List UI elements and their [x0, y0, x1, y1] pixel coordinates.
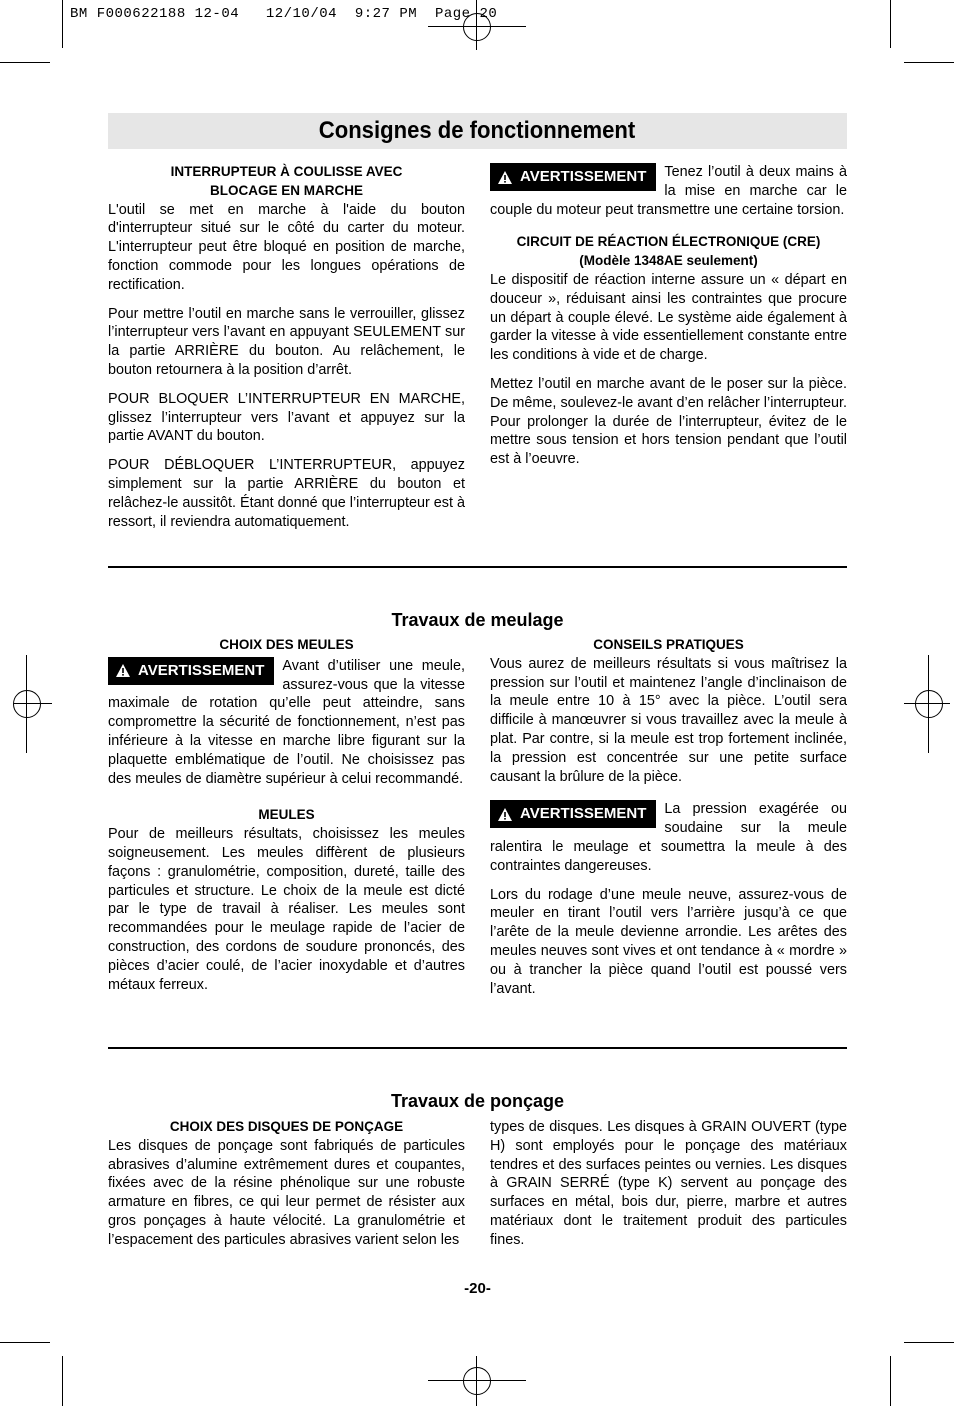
registration-mark-icon — [13, 690, 41, 718]
torque-column — [490, 163, 847, 479]
paragraph: Mettez l’outil en marche avant de le poser sur la pièce. De même, soulevez-le avant d’en relâcher l’interrupteur. Pour prolonger la durée de l’interrupteur, évitez de le mettre sous tension et hors tension pendant que l’outil est à l’oeuvre. — [490, 375, 847, 468]
warning-badge: AVERTISSEMENT — [490, 800, 656, 828]
crop-mark — [62, 0, 63, 48]
paragraph: Le dispositif de réaction interne assure un « départ en douceur », réduisant ainsi les contraintes que procure un départ à couple élevé. Le système aide également à garder la vitesse à vide essentiellement constante entre les conditions à vide et de charge. — [490, 271, 847, 364]
warning-triangle-icon — [498, 808, 512, 821]
paragraph: POUR BLOQUER L’INTERRUPTEUR EN MARCHE, glissez l’interrupteur vers l’avant et appuyez sur la partie AVANT du bouton. — [108, 390, 465, 445]
warning-badge: AVERTISSEMENT — [108, 657, 274, 685]
section-divider — [108, 1047, 847, 1049]
section-heading: CHOIX DES MEULES — [219, 637, 354, 652]
warning-badge: AVERTISSEMENT — [490, 163, 656, 191]
crop-mark — [0, 1342, 50, 1343]
paragraph: L'outil se met en marche à l'aide du bouton d'interrupteur situé sur le côté du carter du moteur. L'interrupteur peut être bloqué en position de marche, fonction commode pour les longues opérations de rectification. — [108, 201, 465, 293]
wheel-choice-column — [108, 636, 465, 1004]
section-heading: INTERRUPTEUR À COULISSE AVEC — [170, 164, 403, 179]
warning-paragraph: AVERTISSEMENT Avant d’utiliser une meule, assurez-vous que la vitesse maximale de rotation qu’elle peut atteindre, sans compromettre la sécurité de fonctionnement, n’est pas inférieure à la vitesse en marche libre figurant sur la plaquette emblématique de l’outil. Ne choisissez pas des meules de diamètre supérieur à celui recommandé. — [108, 657, 465, 787]
warning-paragraph: AVERTISSEMENT Tenez l’outil à deux mains à la mise en marche car le couple du moteur peut transmettre une certaine torsion. — [490, 164, 847, 218]
paragraph: POUR DÉBLOQUER L’INTERRUPTEUR, appuyez simplement sur la partie ARRIÈRE du bouton et relâchez-le aussitôt. Étant donné que l’interrupteur est à ressort, il reviendra automatiquement. — [108, 457, 465, 530]
paragraph: Pour de meilleurs résultats, choisissez les meules soigneusement. Les meules diffèrent de plusieurs façons : granulométrie, composition, dureté, taille des particules et structure. Le choix de la meule est dicté par le type de travail à réaliser. Les meules sont recommandées pour le meulage rapide de l’acier de construction, des cordons de soudure prononcés, des pièces d’acier coulé, de l’acier inoxydable et d’autres métaux ferreux. — [108, 826, 465, 993]
page-title: Consignes de fonctionnement — [108, 113, 847, 149]
page-number: -20- — [464, 1280, 491, 1297]
crop-mark — [0, 62, 50, 63]
paragraph: types de disques. Les disques à GRAIN OUVERT (type H) sont employés pour le ponçage des matériaux tendres et des surfaces peintes ou vernies. Les disques à GRAIN SERRÉ (type K) servent au ponçage des surfaces en métal, bois dur, pierre, marbre et autres matériaux dont le traitement produit des particules fines. — [490, 1119, 847, 1248]
registration-mark-icon — [915, 690, 943, 718]
crop-mark — [904, 62, 954, 63]
sanding-right-column — [490, 1118, 847, 1260]
switch-column — [108, 163, 465, 541]
warning-triangle-icon — [498, 171, 512, 184]
paragraph: Vous aurez de meilleurs résultats si vous maîtrisez la pression sur l’outil et maintenez l’angle d’inclinaison de la meule entre 10 à 15° avec la pièce. L’outil sera difficile à manœuvrer si vous travaillez avec la meule à plat. Par contre, si la meule est trop fortement inclinée, la pression est concentrée sur une petite surface causant la brûlure de la pièce. — [490, 655, 847, 785]
section-title-sanding: Travaux de ponçage — [390, 1091, 565, 1111]
warning-paragraph: AVERTISSEMENT La pression exagérée ou soudaine sur la meule ralentira le meulage et soumettra la meule à des contraintes dangereuses. — [490, 801, 847, 874]
sanding-left-column — [108, 1118, 465, 1260]
section-heading: CHOIX DES DISQUES DE PONÇAGE — [169, 1119, 404, 1134]
print-slug: BM F000622188 12-04 12/10/04 9:27 PM Page 20 — [70, 6, 498, 22]
section-heading: BLOCAGE EN MARCHE — [209, 182, 363, 198]
crop-mark — [890, 0, 891, 48]
crop-mark — [62, 1356, 63, 1406]
paragraph: Pour mettre l’outil en marche sans le verrouiller, glissez l’interrupteur vers l’avant en appuyant SEULEMENT sur la partie ARRIÈRE du bouton. Au relâchement, le bouton retournera à la position d’arrêt. — [108, 305, 465, 378]
section-heading: MEULES — [258, 807, 315, 823]
practical-tips-column — [490, 636, 847, 1008]
section-divider — [108, 566, 847, 568]
paragraph: Lors du rodage d’une meule neuve, assurez-vous de meuler en tirant l’outil vers l’arrière jusqu’à ce que l’arête de la meule devienne arrondie. Les arêtes des meules neuves sont vives et ont tendance à « mordre » ou à trancher la pièce quand l’outil est poussé vers l’avant. — [490, 886, 847, 997]
section-heading: CIRCUIT DE RÉACTION ÉLECTRONIQUE (CRE) — [516, 234, 821, 250]
crop-mark — [890, 1356, 891, 1406]
section-title-grinding: Travaux de meulage — [391, 610, 564, 630]
paragraph: Les disques de ponçage sont fabriqués de particules abrasives d’alumine extrêmement dures et coupantes, fixées avec de la résine phénolique sur une robuste armature en fibres, ce qui leur permet de résister aux gros ponçages à haute vélocité. La granulométrie et l’espacement des particules abrasives varient selon les — [108, 1137, 465, 1248]
section-heading: (Modèle 1348AE seulement) — [579, 253, 758, 269]
crop-mark — [904, 1342, 954, 1343]
warning-triangle-icon — [116, 664, 130, 677]
registration-mark-icon — [463, 1367, 491, 1395]
section-heading: CONSEILS PRATIQUES — [593, 637, 744, 652]
